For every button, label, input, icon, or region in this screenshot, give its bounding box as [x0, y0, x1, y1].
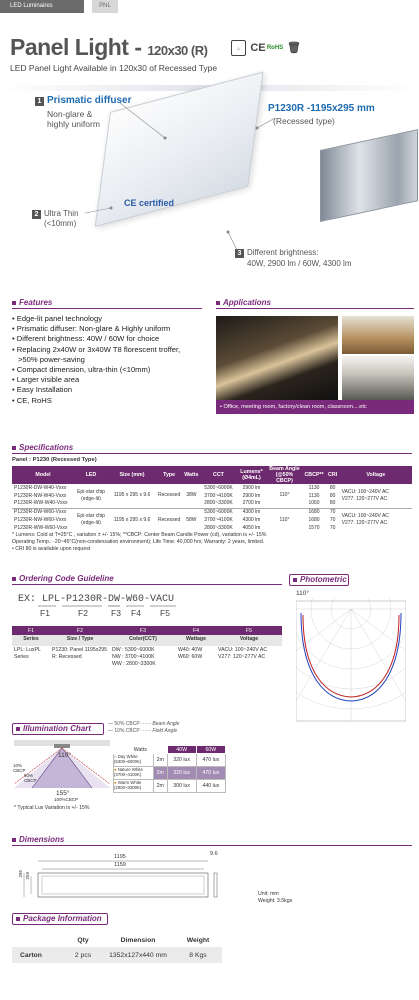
col-voltage: Voltage	[340, 466, 412, 484]
beam-angle-label: 110°	[58, 752, 71, 759]
feature-item: • Larger visible area	[12, 375, 80, 385]
category-tab: LED Luminaires	[0, 0, 84, 13]
package-table: Qty Dimension Weight Carton 2 pcs 1352x127x440 mm 8 Kgs	[12, 933, 222, 963]
feature-item: • Different brightness: 40W / 60W for choice	[12, 334, 160, 344]
table-row: ● Nature White (3700~4100K) 2m 320 lux 470 lux	[114, 767, 226, 780]
field-label-f2: F2	[78, 608, 88, 618]
specifications-heading: Specifications	[12, 443, 412, 454]
col-watts: Watts	[182, 466, 200, 484]
application-photo-office	[342, 356, 414, 400]
side-label-10: 10% CBCP	[13, 763, 26, 773]
feature-item: • Edge-lit panel technology	[12, 314, 103, 323]
illumination-legend-2: — 10% CBCP ······ Field Angle	[108, 728, 178, 734]
model-subtitle: (Recessed type)	[273, 116, 335, 126]
col-lumens: Lumens* (Ø4mL)	[236, 466, 266, 484]
callout-2-line2: (<10mm)	[44, 219, 77, 228]
applications-caption: • Office, meeting room, factory/clean room, classroom....etc	[216, 400, 414, 414]
spec-note-1: * Lumens: Cold at T=25°C , variation ± +/- 15%; **CBCP: Center Beam Candle Power (cd), variation is +/- 15%	[12, 532, 267, 538]
feature-item: • CE, RoHS	[12, 395, 52, 405]
ce-mark: CE	[250, 42, 266, 54]
house-icon: ⌂	[231, 40, 246, 56]
callout-1-title: Prismatic diffuser	[47, 95, 132, 106]
page-subtitle: LED Panel Light Available in 120x30 of Recessed Type	[10, 63, 218, 73]
col-cri: CRI	[326, 466, 340, 484]
field-label-f5: F5	[160, 608, 170, 618]
features-list	[12, 314, 212, 406]
side-label-100: 100%CBCP	[54, 797, 79, 802]
table-row: ○ Day White (5300~6000K) 2m 320 lux 470 lux	[114, 754, 226, 767]
features-heading: Features	[12, 298, 202, 309]
callout-2-leader	[85, 205, 115, 215]
callout-2-line1: Ultra Thin	[44, 209, 79, 218]
callout-1-leader	[120, 100, 180, 140]
callout-number-3: 3	[235, 249, 244, 258]
package-heading: Package Information	[12, 913, 108, 925]
application-photo-room	[342, 316, 414, 354]
panel-type-label: Panel : P1230 (Recessed Type)	[12, 457, 97, 463]
title-main: Panel Light	[10, 34, 129, 60]
title-size: 120x30 (R)	[147, 43, 208, 58]
feature-item: >50% power-saving	[18, 354, 85, 364]
panel-side-view-image	[320, 129, 418, 222]
field-label-f4: F4	[131, 608, 141, 618]
dimensions-heading: Dimensions	[12, 835, 412, 846]
table-row: P1230R-NW-W40-Vxxx 3700~4100K 2900 lm 1130 80	[14, 492, 336, 499]
table-row: Carton 2 pcs 1352x127x440 mm 8 Kgs	[12, 947, 222, 963]
table-row: P1230R-WW-W60-Vxxx 2800~3300K 4050 lm 1570 70	[14, 524, 336, 531]
dim-inner-width: 1159	[114, 862, 126, 868]
ce-certified-label: CE certified	[124, 198, 175, 208]
feature-item: • Prismatic diffuser: Non-glare & Highly uniform	[12, 324, 171, 334]
ordering-heading: Ordering Code Guideline	[12, 574, 282, 585]
table-row: P1230R-NW-W60-Vxxx 3700~4100K 4300 lm 1680 70	[14, 516, 336, 523]
feature-item: • Easy Installation	[12, 385, 73, 395]
table-row: P1230R-DW-W40-Vxxx Epi-star chip (edge-lit) 1195 x 295 x 9.6 Recessed 38W 5300~6000K 2900 lm 110° 1130 80 VACU: 100~240V AC V277: 120~277V AC	[14, 484, 389, 502]
page-title	[10, 34, 207, 61]
applications-heading: Applications	[216, 298, 414, 309]
side-label-50: 50% CBCP	[24, 773, 37, 783]
dim-inner-height: 259	[25, 872, 30, 880]
field-angle-label: 155°	[56, 790, 70, 797]
subcategory-tab: PNL	[92, 0, 118, 13]
illumination-heading: Illumination Chart	[12, 723, 104, 735]
photometric-polar-chart	[296, 598, 406, 724]
col-size: Size (mm)	[108, 466, 156, 484]
rohs-mark: RoHS	[266, 45, 284, 51]
dim-outer-width: 1195	[114, 854, 126, 860]
model-leader	[255, 118, 275, 130]
field-label-f3: F3	[111, 608, 121, 618]
photometric-angle: 110°	[296, 590, 309, 597]
spec-header-row	[12, 466, 412, 484]
spec-note-2: Operating Temp.: -20~45°C(non-condensation environment); Life Time: 40,000 hrs; Warranty: 2 years, limited.	[12, 538, 265, 545]
dimension-drawing	[18, 859, 218, 901]
dim-weight: Weight: 3.5kgs	[258, 898, 293, 904]
callout-3-leader	[225, 230, 245, 252]
callout-number-2: 2	[32, 210, 41, 219]
col-cbcp: CBCP**	[302, 466, 325, 484]
photometric-heading: Photometric	[289, 574, 349, 586]
table-row: P1230R-DW-W60-Vxxx Epi-star chip (edge-lit) 1195 x 295 x 9.6 Recessed 58W 5300~6000K 4300 lm 110° 1680 70 VACU: 100~240V AC V277: 120~277V AC	[12, 508, 412, 516]
illumination-table: Watts 40W 60W ○ Day White (5300~6000K) 2m 320 lux 470 lux ● Nature White (3700~4100K) 2m 320 lux 470 lux ● Warm White (2800~3300K) 2m 300 lux 440 lux	[113, 745, 226, 793]
dim-outer-height: 295	[18, 870, 23, 878]
ordering-code: EX: LPL-P1230R-DW-W60-VACU	[18, 594, 175, 605]
col-led: LED	[74, 466, 108, 484]
callout-number-1: 1	[35, 97, 44, 106]
table-row: ● Warm White (2800~3300K) 2m 300 lux 440 lux	[114, 780, 226, 793]
dim-unit: Unit: mm	[258, 891, 279, 897]
model-title: P1230R -1195x295 mm	[268, 103, 375, 114]
col-type: Type	[156, 466, 182, 484]
field-label-f1: F1	[40, 608, 50, 618]
title-dash: -	[128, 34, 148, 60]
callout-1-line2: highly uniform	[47, 119, 100, 129]
spec-table	[12, 466, 412, 532]
table-row: P1230R-WW-W40-Vxxx 2800~3300K 2700 lm 1060 80	[14, 500, 336, 507]
callout-3-line1: Different brightness:	[247, 248, 319, 257]
callout-3-line2: 40W, 2900 lm / 60W, 4300 lm	[247, 259, 352, 268]
col-cct: CCT	[200, 466, 236, 484]
illumination-legend-1: — 50% CBCP ······ Beam Angle	[108, 721, 180, 727]
feature-item: • Compact dimension, ultra-thin (<10mm)	[12, 365, 151, 375]
feature-item: • Replacing 2x40W or 3x40W T8 florescent troffer,	[12, 344, 181, 354]
ordering-table: F1 F2 F3 F4 F5 Series Size / Type Color(CCT) Wattage Voltage LPL: LuxPL Series P1230: Panel 1195x295 R: Recessed DW : 5300~6000K NW : 3700~4100K WW : 2800~3300K W40: 40W W60: 60W VACU: 100~240V AC V277: 120~277V AC	[12, 626, 282, 668]
table-row: LPL: LuxPL Series P1230: Panel 1195x295 R: Recessed DW : 5300~6000K NW : 3700~4100K WW : 2800~3300K W40: 40W W60: 60W VACU: 100~240V AC V277: 120~277V AC	[14, 647, 268, 667]
spec-notes	[12, 532, 412, 552]
spec-note-3: • CRI 80 is available upon request	[12, 545, 91, 552]
dim-depth: 9.6	[210, 851, 218, 857]
weee-bin-icon: 🗑	[287, 42, 301, 54]
illumination-note: * Typical Lux Variation is +/- 15%	[14, 805, 90, 811]
col-model: Model	[12, 466, 74, 484]
col-beam-angle: Beam Angle (@50% CBCP)	[266, 466, 302, 484]
application-photo-corridor	[216, 316, 338, 400]
callout-1-line1: Non-glare &	[47, 109, 93, 119]
